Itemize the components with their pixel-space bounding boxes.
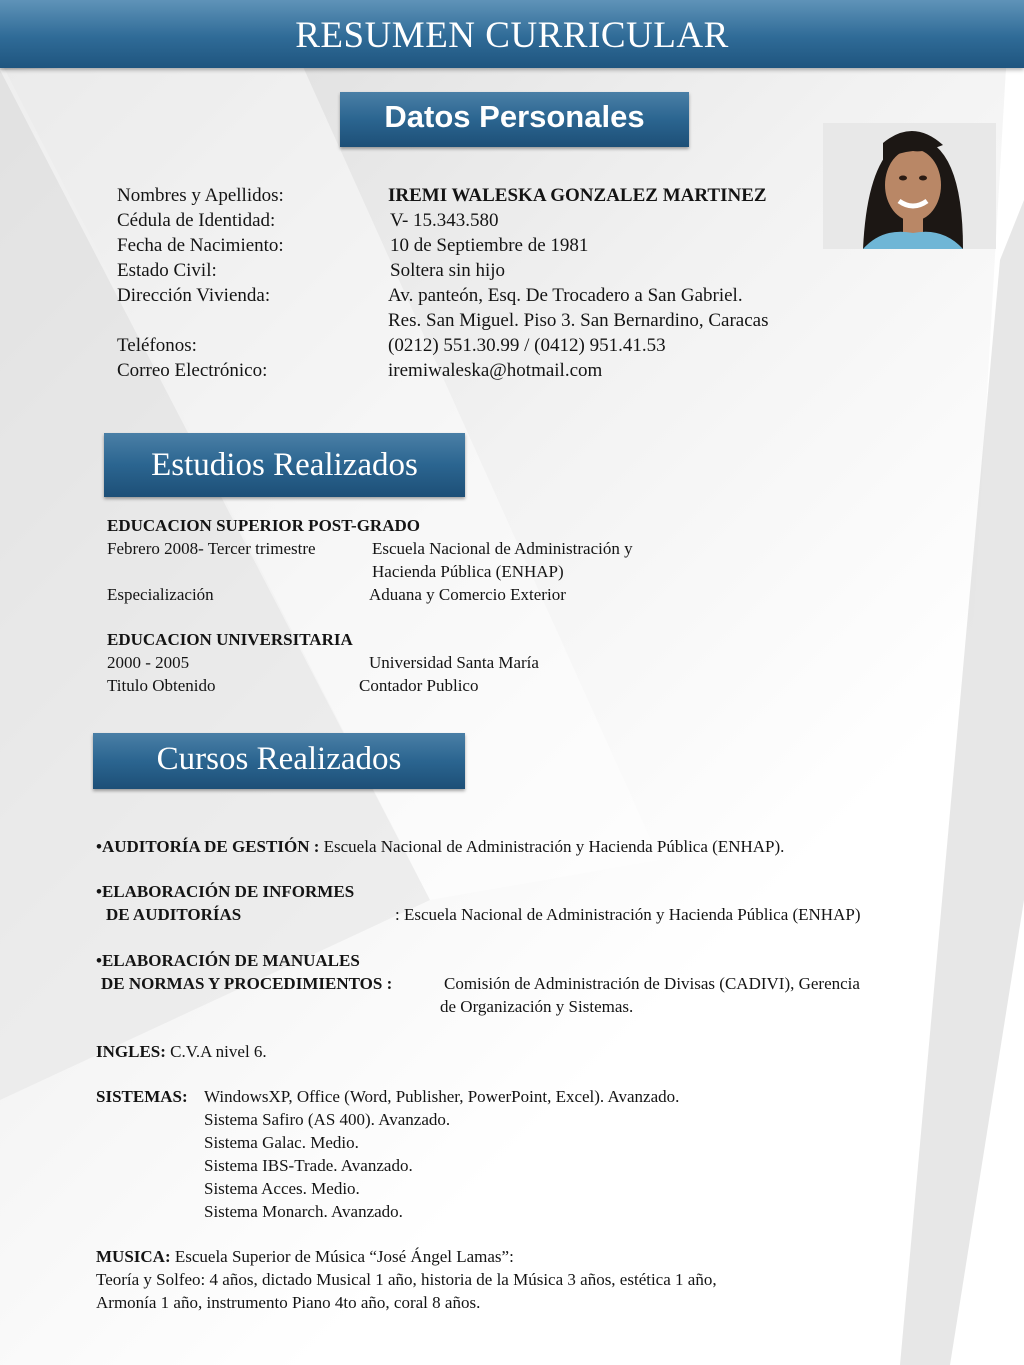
estado-value: Soltera sin hijo <box>390 260 506 281</box>
titulo-value: Contador Publico <box>359 676 479 695</box>
curso-auditoria <box>96 837 784 857</box>
musica-line-2: Teoría y Solfeo: 4 años, dictado Musical 1 año, historia de la Música 3 años, estética 1 año, <box>96 1270 717 1289</box>
fecha-value: 10 de Septiembre de 1981 <box>390 235 589 256</box>
ingles-value: C.V.A nivel 6. <box>170 1042 267 1061</box>
musica-value: Escuela Superior de Música “José Ángel Lamas”: <box>174 1247 514 1266</box>
especializacion-label: Especialización <box>107 585 214 604</box>
curso-manuales-title-2: DE NORMAS Y PROCEDIMIENTOS : <box>101 974 393 993</box>
universitaria-period: 2000 - 2005 <box>107 653 190 672</box>
ingles-line <box>96 1042 267 1062</box>
postgrado-title: EDUCACION SUPERIOR POST-GRADO <box>107 516 420 535</box>
musica-label: MUSICA: <box>96 1247 171 1266</box>
curso-informes-title-2: DE AUDITORÍAS <box>106 905 242 924</box>
fecha-label: Fecha de Nacimiento: <box>117 235 284 256</box>
especializacion-value: Aduana y Comercio Exterior <box>369 585 566 604</box>
ingles-label: INGLES: <box>96 1042 166 1061</box>
correo-value[interactable]: iremiwaleska@hotmail.com <box>388 360 603 381</box>
nombres-value: IREMI WALESKA GONZALEZ MARTINEZ <box>388 185 767 206</box>
cursos-heading: Cursos Realizados <box>93 733 465 789</box>
direccion-value-1: Av. panteón, Esq. De Trocadero a San Gabriel. <box>388 285 743 306</box>
sistemas-item: Sistema Safiro (AS 400). Avanzado. <box>204 1110 451 1129</box>
direccion-value-2: Res. San Miguel. Piso 3. San Bernardino, Caracas <box>388 310 769 331</box>
musica-line <box>96 1247 514 1267</box>
sistemas-label: SISTEMAS: <box>96 1087 188 1106</box>
postgrado-school-2: Hacienda Pública (ENHAP) <box>372 562 564 581</box>
page-title: RESUMEN CURRICULAR <box>295 15 729 56</box>
postgrado-school-1: Escuela Nacional de Administración y <box>372 539 633 558</box>
sistemas-item: Sistema Acces. Medio. <box>204 1179 360 1198</box>
curso-informes-title-1: •ELABORACIÓN DE INFORMES <box>96 882 355 901</box>
curso-manuales-value-1: Comisión de Administración de Divisas (CADIVI), Gerencia <box>444 974 860 993</box>
curso-auditoria-title: •AUDITORÍA DE GESTIÓN : <box>96 837 320 856</box>
curso-auditoria-value: Escuela Nacional de Administración y Hacienda Pública (ENHAP). <box>323 837 785 856</box>
titulo-label: Titulo Obtenido <box>107 676 216 695</box>
cedula-label: Cédula de Identidad: <box>117 210 276 231</box>
estado-label: Estado Civil: <box>117 260 217 281</box>
sistemas-item: WindowsXP, Office (Word, Publisher, PowerPoint, Excel). Avanzado. <box>204 1087 680 1106</box>
person-portrait-icon <box>823 123 996 249</box>
sistemas-item: Sistema Monarch. Avanzado. <box>204 1202 403 1221</box>
header-banner <box>0 0 1024 68</box>
postgrado-period: Febrero 2008- Tercer trimestre <box>107 539 316 558</box>
correo-label: Correo Electrónico: <box>117 360 268 381</box>
curso-manuales-title-1: •ELABORACIÓN DE MANUALES <box>96 951 360 970</box>
profile-photo <box>823 123 996 249</box>
sistemas-item: Sistema IBS-Trade. Avanzado. <box>204 1156 413 1175</box>
cedula-value: V- 15.343.580 <box>390 210 499 231</box>
universitaria-school: Universidad Santa María <box>369 653 539 672</box>
universitaria-title: EDUCACION UNIVERSITARIA <box>107 630 353 649</box>
telefonos-label: Teléfonos: <box>117 335 197 356</box>
curso-manuales-value-2: de Organización y Sistemas. <box>440 997 634 1016</box>
datos-personales-heading: Datos Personales <box>340 92 689 147</box>
nombres-label: Nombres y Apellidos: <box>117 185 284 206</box>
direccion-label: Dirección Vivienda: <box>117 285 271 306</box>
sistemas-item: Sistema Galac. Medio. <box>204 1133 359 1152</box>
curso-informes-value: : Escuela Nacional de Administración y Hacienda Pública (ENHAP) <box>395 905 861 924</box>
telefonos-value: (0212) 551.30.99 / (0412) 951.41.53 <box>388 335 666 356</box>
musica-line-3: Armonía 1 año, instrumento Piano 4to año, coral 8 años. <box>96 1293 481 1312</box>
estudios-heading: Estudios Realizados <box>104 433 465 497</box>
